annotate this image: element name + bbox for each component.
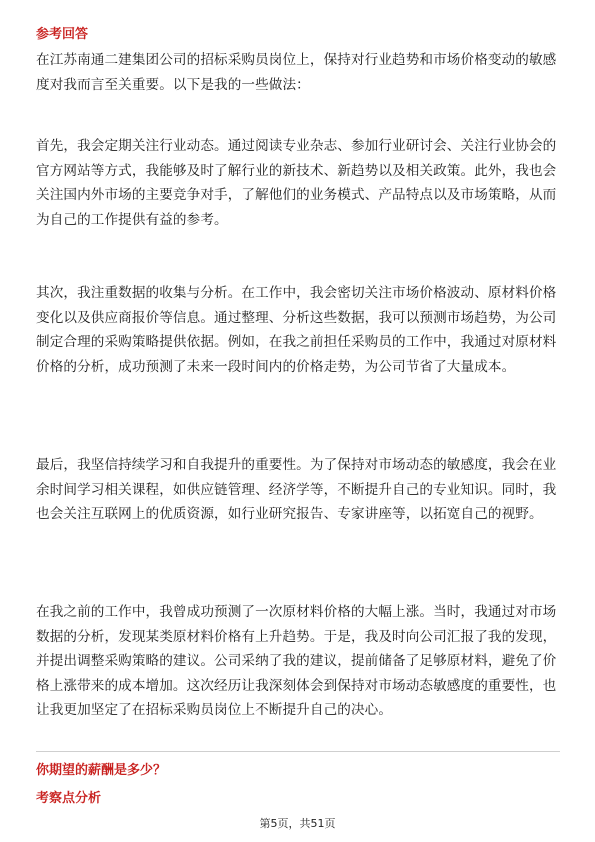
section-divider xyxy=(36,751,560,752)
paragraph-second: 其次，我注重数据的收集与分析。在工作中，我会密切关注市场价格波动、原材料价格变化以及供应商报价等信息。通过整理、分析这些数据，我可以预测市场趋势，为公司制定合理的采购策略提供依据。例如，在我之前担任采购员的工作中，我通过对原材料价格的分析，成功预测了未来一段时间内的价格走势，为公司节省了大量成本。 xyxy=(36,285,557,375)
page-number-footer: 第5页，共51页 xyxy=(259,817,336,830)
answer-section-title: 参考回答 xyxy=(36,27,89,42)
next-question-heading: 你期望的薪酬是多少？ xyxy=(36,763,167,778)
paragraph-third: 最后，我坚信持续学习和自我提升的重要性。为了保持对市场动态的敏感度，我会在业余时间学习相关课程，如供应链管理、经济学等，不断提升自己的专业知识。同时，我也会关注互联网上的优质资源，如行业研究报告、专家讲座等，以拓宽自己的视野。 xyxy=(36,457,557,523)
paragraph-first: 首先，我会定期关注行业动态。通过阅读专业杂志、参加行业研讨会、关注行业协会的官方网站等方式，我能够及时了解行业的新技术、新趋势以及相关政策。此外，我也会关注国内外市场的主要竞争对手，了解他们的业务模式、产品特点以及市场策略，从而为自己的工作提供有益的参考。 xyxy=(36,138,557,228)
paragraph-intro: 在江苏南通二建集团公司的招标采购员岗位上，保持对行业趋势和市场价格变动的敏感度对我而言至关重要。以下是我的一些做法： xyxy=(36,52,557,93)
paragraph-example: 在我之前的工作中，我曾成功预测了一次原材料价格的大幅上涨。当时，我通过对市场数据的分析，发现某类原材料价格有上升趋势。于是，我及时向公司汇报了我的发现，并提出调整采购策略的建议。公司采纳了我的建议，提前储备了足够原材料，避免了价格上涨带来的成本增加。这次经历让我深刻体会到保持对市场动态敏感度的重要性，也让我更加坚定了在招标采购员岗位上不断提升自己的决心。 xyxy=(36,604,557,719)
analysis-section-title: 考察点分析 xyxy=(36,791,102,806)
